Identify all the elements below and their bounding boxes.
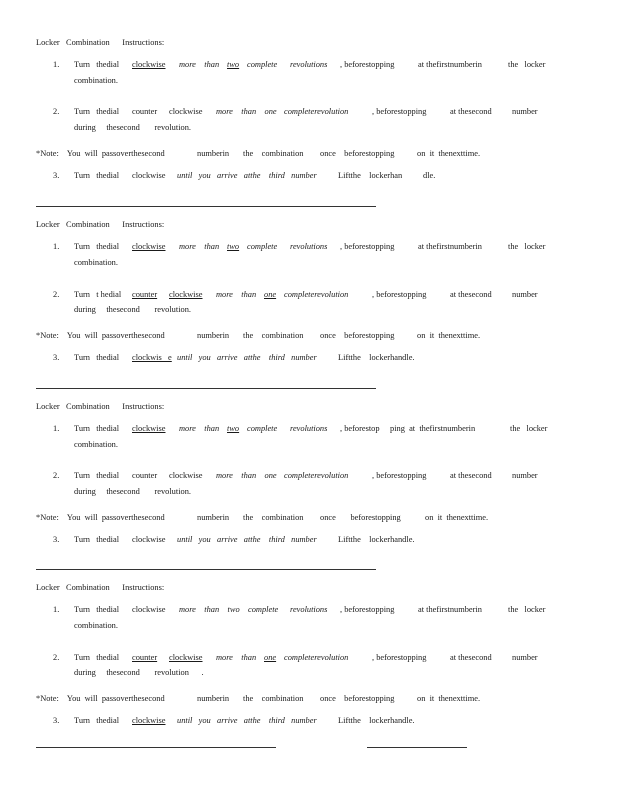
note-text: the combination (243, 513, 304, 522)
step-3-text: dle. (423, 171, 436, 180)
note-text: the combination (243, 331, 304, 340)
step-1-number: 1. (53, 60, 60, 69)
step-2-text: more than (216, 653, 257, 662)
step-1-text: at thefirstnumberin (418, 605, 482, 614)
note-text: numberin (197, 694, 230, 703)
step-3-text: until you arrive atthe third number (177, 716, 317, 725)
note-text: *Note: You will passoverthesecond (36, 149, 165, 158)
step-1-text: Turn thedial (74, 605, 120, 614)
block-heading: Locker Combination Instructions: (36, 583, 165, 592)
step-2-direction: clockwise (169, 653, 203, 662)
step-1-text: more than (179, 60, 220, 69)
step-1-text: the locker (510, 424, 548, 433)
step-2-number: 2. (53, 653, 60, 662)
divider-line (36, 388, 376, 389)
block-heading: Locker Combination Instructions: (36, 220, 165, 229)
instruction-block-1 (0, 38, 618, 218)
step-1-text: the locker (508, 60, 546, 69)
step-1-text: , beforestopping (340, 242, 395, 251)
instruction-block-4 (0, 583, 618, 763)
step-2-text: at thesecond (450, 653, 492, 662)
step-3-text: clockwise (132, 171, 166, 180)
step-1-text: the locker (508, 242, 546, 251)
step-1-text: more than two complete (179, 605, 279, 614)
step-2-text: at thesecond (450, 471, 492, 480)
step-2-text: at thesecond (450, 107, 492, 116)
note-text: once beforestopping (320, 694, 395, 703)
step-3-text: Liftthe lockerhandle. (338, 353, 415, 362)
note-text: *Note: You will passoverthesecond (36, 694, 165, 703)
step-2-text: completerevolution (284, 653, 349, 662)
note-text: once beforestopping (320, 149, 395, 158)
step-1-text: more than (179, 424, 220, 433)
step-3-number: 3. (53, 716, 60, 725)
instruction-block-3 (0, 402, 618, 582)
step-2-text: , beforestopping (372, 107, 427, 116)
note-text: the combination (243, 694, 304, 703)
step-3-text: Liftthe lockerhandle. (338, 535, 415, 544)
block-heading: Locker Combination Instructions: (36, 402, 165, 411)
step-3-text: Liftthe lockerhan (338, 171, 403, 180)
step-1-text: the locker (508, 605, 546, 614)
instruction-block-2 (0, 220, 618, 400)
step-1-text: at thefirstnumberin (418, 60, 482, 69)
step-1-text: complete (247, 242, 278, 251)
note-text: once beforestopping (320, 331, 395, 340)
step-2-text: , beforestopping (372, 653, 427, 662)
step-3-direction: clockwise (132, 716, 166, 725)
step-2-text: number (512, 107, 538, 116)
step-2-text: counter (132, 107, 158, 116)
step-2-text: Turn thedial (74, 107, 120, 116)
step-1-emphasis: two (227, 424, 240, 433)
note-text: numberin (197, 149, 230, 158)
step-2-text: completerevolution (284, 107, 349, 116)
step-3-text: until you arrive atthe third number (177, 353, 317, 362)
step-2-text: more than one (216, 471, 277, 480)
step-3-text: Turn thedial (74, 171, 120, 180)
step-2-direction: counter (132, 653, 158, 662)
step-2-text: number (512, 290, 538, 299)
step-2-continuation: during thesecond revolution. (74, 305, 191, 314)
step-2-text: clockwise (169, 107, 203, 116)
step-1-text: more than (179, 242, 220, 251)
step-1-direction: clockwise (132, 424, 166, 433)
note-text: on it thenexttime. (417, 331, 481, 340)
step-1-text: revolutions (290, 424, 328, 433)
step-2-text: number (512, 471, 538, 480)
step-2-continuation: during thesecond revolution. (74, 487, 191, 496)
note-text: on it thenexttime. (417, 694, 481, 703)
step-2-text: clockwise (169, 471, 203, 480)
step-3-text: clockwise (132, 535, 166, 544)
step-2-emphasis: one (264, 653, 277, 662)
step-1-direction: clockwise (132, 242, 166, 251)
step-2-text: counter (132, 471, 158, 480)
step-1-direction: clockwise (132, 60, 166, 69)
step-1-text: revolutions (290, 60, 328, 69)
step-2-text: Turn t hedial (74, 290, 122, 299)
step-1-number: 1. (53, 242, 60, 251)
step-2-continuation: during thesecond revolution . (74, 668, 204, 677)
step-1-continuation: combination. (74, 621, 118, 630)
step-1-text: at thefirstnumberin (418, 242, 482, 251)
step-1-text: revolutions (290, 242, 328, 251)
step-1-text: Turn thedial (74, 424, 120, 433)
step-1-emphasis: two (227, 60, 240, 69)
step-3-text: Turn thedial (74, 535, 120, 544)
step-1-continuation: combination. (74, 258, 118, 267)
note-text: the combination (243, 149, 304, 158)
step-1-text: complete (247, 424, 278, 433)
step-3-direction: clockwis e (132, 353, 172, 362)
note-text: numberin (197, 331, 230, 340)
step-3-number: 3. (53, 353, 60, 362)
step-2-direction: counter (132, 290, 158, 299)
step-1-text: Turn thedial (74, 242, 120, 251)
step-2-text: completerevolution (284, 290, 349, 299)
step-3-text: until you arrive atthe third number (177, 171, 317, 180)
step-2-text: more than (216, 290, 257, 299)
step-1-text: , beforestopping (340, 605, 395, 614)
step-2-text: completerevolution (284, 471, 349, 480)
step-1-text: Turn thedial (74, 60, 120, 69)
note-text: on it thenexttime. (417, 149, 481, 158)
step-1-number: 1. (53, 424, 60, 433)
block-heading: Locker Combination Instructions: (36, 38, 165, 47)
step-1-text: , beforestop ping at thefirstnumberin (340, 424, 476, 433)
step-1-text: , beforestopping (340, 60, 395, 69)
step-1-text: clockwise (132, 605, 166, 614)
step-2-text: Turn thedial (74, 653, 120, 662)
step-2-continuation: during thesecond revolution. (74, 123, 191, 132)
step-2-text: , beforestopping (372, 290, 427, 299)
step-3-text: until you arrive atthe third number (177, 535, 317, 544)
note-text: *Note: You will passoverthesecond (36, 513, 165, 522)
step-2-text: number (512, 653, 538, 662)
step-1-text: revolutions (290, 605, 328, 614)
step-1-number: 1. (53, 605, 60, 614)
step-3-number: 3. (53, 535, 60, 544)
step-2-text: , beforestopping (372, 471, 427, 480)
note-text: on it thenexttime. (425, 513, 489, 522)
step-3-text: Turn thedial (74, 353, 120, 362)
step-2-number: 2. (53, 107, 60, 116)
divider-line (36, 206, 376, 207)
step-1-emphasis: two (227, 242, 240, 251)
step-2-number: 2. (53, 471, 60, 480)
step-1-continuation: combination. (74, 440, 118, 449)
step-2-text: more than one (216, 107, 277, 116)
step-3-text: Turn thedial (74, 716, 120, 725)
divider-line (36, 569, 376, 570)
step-2-direction: clockwise (169, 290, 203, 299)
divider-line (36, 747, 276, 748)
step-2-emphasis: one (264, 290, 277, 299)
step-3-number: 3. (53, 171, 60, 180)
step-3-text: Liftthe lockerhandle. (338, 716, 415, 725)
step-2-text: Turn thedial (74, 471, 120, 480)
note-text: *Note: You will passoverthesecond (36, 331, 165, 340)
divider-line (367, 747, 467, 748)
step-2-text: at thesecond (450, 290, 492, 299)
step-1-continuation: combination. (74, 76, 118, 85)
note-text: once beforestopping (320, 513, 401, 522)
step-1-text: complete (247, 60, 278, 69)
note-text: numberin (197, 513, 230, 522)
step-2-number: 2. (53, 290, 60, 299)
